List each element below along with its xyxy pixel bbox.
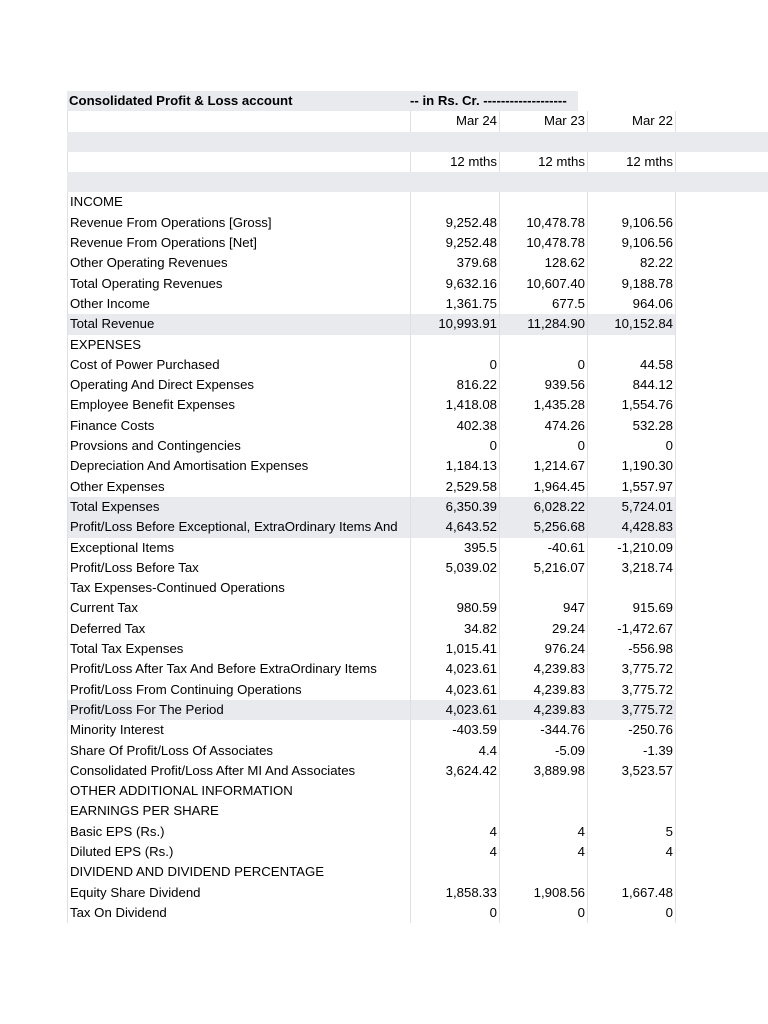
row-value: 9,252.48 [410,233,499,253]
duration-header-row [67,152,768,172]
row-value: -344.76 [499,720,587,740]
row-value: 980.59 [410,598,499,618]
row-label: Exceptional Items [67,538,410,558]
row-value [499,578,587,598]
row-value: 532.28 [587,416,676,436]
table-row [67,781,768,801]
table-row [67,741,768,761]
row-value: 4,023.61 [410,659,499,679]
row-value: 947 [499,598,587,618]
row-value: -250.76 [587,720,676,740]
row-value [410,781,499,801]
row-value: 844.12 [587,375,676,395]
row-value: 5,724.01 [587,497,676,517]
row-value: 44.58 [587,355,676,375]
row-value: 1,667.48 [587,883,676,903]
row-value [587,192,676,212]
row-value: 3,218.74 [587,558,676,578]
row-label: Deferred Tax [67,619,410,639]
row-value: 4,239.83 [499,700,587,720]
period-mar-22: Mar 22 [587,111,676,131]
row-label: Minority Interest [67,720,410,740]
row-value: 5 [587,822,676,842]
table-row [67,558,768,578]
row-value: 4,239.83 [499,659,587,679]
period-mar-24: Mar 24 [410,111,499,131]
row-label: Profit/Loss Before Tax [67,558,410,578]
table-row [67,517,676,537]
row-value: -403.59 [410,720,499,740]
row-value: 677.5 [499,294,587,314]
row-value: 9,632.16 [410,274,499,294]
row-label: Profit/Loss After Tax And Before ExtraOrdinary Items [67,659,410,679]
row-label: Tax On Dividend [67,903,410,923]
row-value: 9,188.78 [587,274,676,294]
table-row [67,213,768,233]
period-mar-23: Mar 23 [499,111,587,131]
row-label: Basic EPS (Rs.) [67,822,410,842]
row-value: -1,210.09 [587,538,676,558]
table-row [67,395,768,415]
title-row [67,91,578,111]
table-row [67,477,768,497]
row-value: 964.06 [587,294,676,314]
table-row [67,903,768,923]
row-value: 402.38 [410,416,499,436]
row-value: 379.68 [410,253,499,273]
row-value: 5,216.07 [499,558,587,578]
row-value: 1,184.13 [410,456,499,476]
row-value: 1,015.41 [410,639,499,659]
row-value: 3,775.72 [587,700,676,720]
row-label: Revenue From Operations [Gross] [67,213,410,233]
row-value: 0 [410,903,499,923]
table-row [67,538,768,558]
row-value: 939.56 [499,375,587,395]
table-row [67,680,768,700]
row-label: Finance Costs [67,416,410,436]
row-value: 4 [587,842,676,862]
row-value [587,335,676,355]
row-label: Profit/Loss From Continuing Operations [67,680,410,700]
row-value: 5,256.68 [499,517,587,537]
row-value: 3,523.57 [587,761,676,781]
row-value: 1,361.75 [410,294,499,314]
spacer-row [67,172,768,192]
row-value: 2,529.58 [410,477,499,497]
row-value: -556.98 [587,639,676,659]
row-value [499,781,587,801]
row-label: Share Of Profit/Loss Of Associates [67,741,410,761]
row-value: 0 [499,436,587,456]
row-value: 4 [410,822,499,842]
period-header-row [67,111,768,131]
duration-1: 12 mths [410,152,499,172]
row-value: 10,478.78 [499,213,587,233]
duration-2: 12 mths [499,152,587,172]
row-value: 82.22 [587,253,676,273]
row-value: 4,239.83 [499,680,587,700]
row-label: Provsions and Contingencies [67,436,410,456]
row-value: -5.09 [499,741,587,761]
row-value: 10,152.84 [587,314,676,334]
row-value: -1.39 [587,741,676,761]
row-value: 6,028.22 [499,497,587,517]
table-row [67,456,768,476]
table-row [67,598,768,618]
row-value [410,862,499,882]
row-value: 1,214.67 [499,456,587,476]
pnl-sheet [67,91,768,923]
table-row [67,720,768,740]
table-row [67,416,768,436]
table-row [67,274,768,294]
row-value: 474.26 [499,416,587,436]
row-label: EARNINGS PER SHARE [67,801,410,821]
row-value [410,192,499,212]
row-label: Equity Share Dividend [67,883,410,903]
row-value: 4,428.83 [587,517,676,537]
row-value [499,192,587,212]
row-value [499,801,587,821]
row-value: 1,964.45 [499,477,587,497]
row-value [410,578,499,598]
row-value [587,578,676,598]
row-label: Other Operating Revenues [67,253,410,273]
row-value: 3,624.42 [410,761,499,781]
row-value: 10,607.40 [499,274,587,294]
row-label: Tax Expenses-Continued Operations [67,578,410,598]
row-value [410,335,499,355]
row-value [499,862,587,882]
row-value: 0 [499,903,587,923]
row-value: -1,472.67 [587,619,676,639]
row-value: 1,435.28 [499,395,587,415]
row-value: 0 [410,355,499,375]
row-value: 3,775.72 [587,659,676,679]
table-row [67,862,768,882]
row-value: -40.61 [499,538,587,558]
row-value: 29.24 [499,619,587,639]
table-row [67,294,768,314]
row-label: Total Operating Revenues [67,274,410,294]
duration-3: 12 mths [587,152,676,172]
row-value: 4,023.61 [410,700,499,720]
row-label: Cost of Power Purchased [67,355,410,375]
row-value: 4 [499,822,587,842]
row-value: 915.69 [587,598,676,618]
row-value: 1,554.76 [587,395,676,415]
table-row [67,619,768,639]
table-row [67,355,768,375]
row-label: Other Expenses [67,477,410,497]
table-row [67,659,768,679]
row-value: 395.5 [410,538,499,558]
row-value: 5,039.02 [410,558,499,578]
table-row [67,883,768,903]
table-row [67,253,768,273]
row-value: 10,993.91 [410,314,499,334]
row-value: 1,858.33 [410,883,499,903]
table-row [67,639,768,659]
row-value [587,801,676,821]
row-value: 4 [410,842,499,862]
row-value [410,801,499,821]
row-value: 4 [499,842,587,862]
row-value: 0 [587,436,676,456]
data-rows [67,192,768,923]
table-row [67,436,768,456]
row-value: 4,643.52 [410,517,499,537]
row-label: Current Tax [67,598,410,618]
row-value: 9,106.56 [587,213,676,233]
row-value: 11,284.90 [499,314,587,334]
row-label: EXPENSES [67,335,410,355]
table-row [67,375,768,395]
row-value: 1,190.30 [587,456,676,476]
row-value: 1,908.56 [499,883,587,903]
row-label: Revenue From Operations [Net] [67,233,410,253]
table-row [67,761,768,781]
row-label: Diluted EPS (Rs.) [67,842,410,862]
row-value: 128.62 [499,253,587,273]
row-value [587,862,676,882]
row-label: OTHER ADDITIONAL INFORMATION [67,781,410,801]
row-value: 4,023.61 [410,680,499,700]
row-value: 6,350.39 [410,497,499,517]
table-row [67,233,768,253]
row-value: 4.4 [410,741,499,761]
row-label: Total Tax Expenses [67,639,410,659]
row-value: 9,252.48 [410,213,499,233]
row-value: 34.82 [410,619,499,639]
row-value: 9,106.56 [587,233,676,253]
row-label: Other Income [67,294,410,314]
row-value: 1,557.97 [587,477,676,497]
table-row [67,497,676,517]
row-label: DIVIDEND AND DIVIDEND PERCENTAGE [67,862,410,882]
row-label: Total Expenses [67,497,410,517]
row-label: Profit/Loss Before Exceptional, ExtraOrdinary Items And [67,517,410,537]
row-label: Total Revenue [67,314,410,334]
table-row [67,700,676,720]
unit-label: -- in Rs. Cr. ------------------- [410,93,567,108]
row-label: INCOME [67,192,410,212]
row-value: 0 [499,355,587,375]
table-row [67,335,768,355]
row-label: Operating And Direct Expenses [67,375,410,395]
table-row [67,822,768,842]
row-label: Profit/Loss For The Period [67,700,410,720]
table-row [67,801,768,821]
sheet-title: Consolidated Profit & Loss account [69,93,293,108]
row-value: 816.22 [410,375,499,395]
row-value: 3,775.72 [587,680,676,700]
row-label: Employee Benefit Expenses [67,395,410,415]
spacer-row [67,132,768,152]
row-value: 0 [410,436,499,456]
row-label: Depreciation And Amortisation Expenses [67,456,410,476]
table-row [67,842,768,862]
row-value: 10,478.78 [499,233,587,253]
row-value [499,335,587,355]
row-value: 0 [587,903,676,923]
table-row [67,314,676,334]
table-row [67,578,768,598]
row-label: Consolidated Profit/Loss After MI And Associates [67,761,410,781]
row-value [587,781,676,801]
row-value: 976.24 [499,639,587,659]
row-value: 3,889.98 [499,761,587,781]
row-value: 1,418.08 [410,395,499,415]
table-row [67,192,768,212]
